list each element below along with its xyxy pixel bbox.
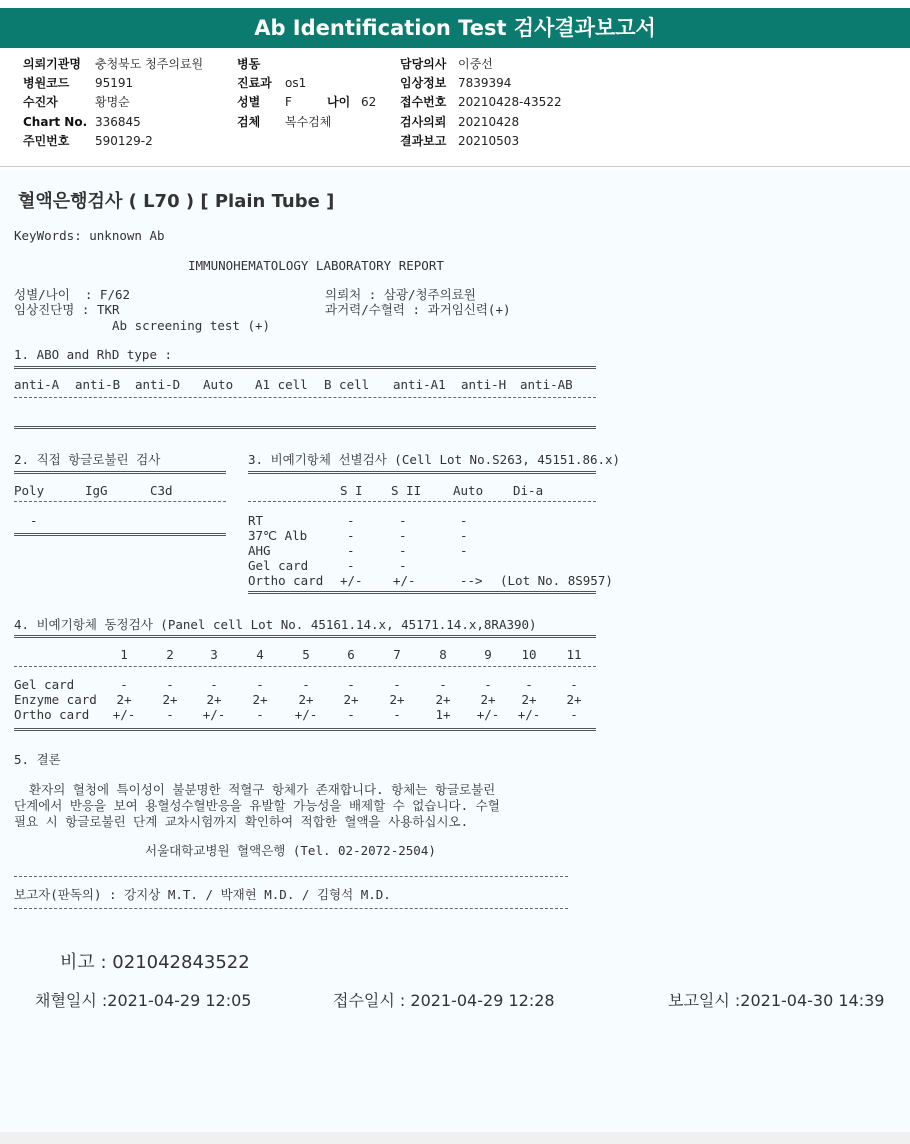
panel-column-header: 9 [484, 647, 492, 662]
info-field [23, 57, 203, 71]
screening-cell: - [347, 528, 355, 543]
screening-column-header: S I [340, 483, 363, 498]
panel-row-label: Gel card [14, 677, 75, 692]
field-value: 7839394 [458, 76, 512, 90]
reporters: 보고자(판독의) : 강지상 M.T. / 박재현 M.D. / 김형석 M.D. [14, 887, 391, 902]
field-label: 병원코드 [23, 76, 70, 90]
info-field [400, 57, 493, 71]
field-value: 20210503 [458, 134, 520, 148]
received-datetime: 접수일시 : 2021-04-29 12:28 [333, 991, 555, 1010]
panel-cell: - [210, 677, 218, 692]
panel-column-header: 1 [120, 647, 128, 662]
panel-column-header: 4 [256, 647, 264, 662]
field-label: 나이 [327, 95, 351, 109]
panel-cell: +/- [202, 707, 226, 722]
field-label: 의뢰기관명 [23, 57, 81, 71]
screening-cell: +/- [340, 573, 363, 588]
field-label: 검사의뢰 [400, 115, 447, 129]
panel-cell: - [166, 707, 174, 722]
screening-cell: - [347, 513, 355, 528]
panel-cell: 2+ [566, 692, 582, 707]
panel-column-header: 10 [521, 647, 537, 662]
panel-cell: 2+ [298, 692, 314, 707]
divider [14, 635, 596, 638]
abo-column-header: B cell [324, 377, 370, 392]
screening-row-label: 37℃ Alb [248, 528, 308, 543]
panel-cell: 2+ [521, 692, 537, 707]
info-field [23, 95, 130, 109]
dat-column-header: Poly [14, 483, 45, 498]
info-field [400, 115, 519, 129]
panel-cell: - [347, 677, 355, 692]
panel-cell: - [570, 677, 578, 692]
field-value: 336845 [95, 115, 141, 129]
abo-rhd-title: 1. ABO and RhD type : [14, 347, 173, 362]
ab-screening: Ab screening test (+) [112, 318, 271, 333]
divider [14, 666, 596, 667]
screening-cell: - [347, 543, 355, 558]
section-title: 혈액은행검사 ( L70 ) [ Plain Tube ] [18, 191, 335, 212]
divider [14, 366, 596, 369]
abo-column-header: anti-B [75, 377, 121, 392]
panel-column-header: 7 [393, 647, 401, 662]
field-label: 주민번호 [23, 134, 70, 148]
info-field [237, 115, 331, 129]
screening-cell: - [460, 528, 468, 543]
panel-column-header: 6 [347, 647, 355, 662]
field-label: 담당의사 [400, 57, 447, 71]
panel-cell: 2+ [252, 692, 268, 707]
screening-row-label: Ortho card [248, 573, 324, 588]
panel-cell: 2+ [162, 692, 178, 707]
field-label: 수진자 [23, 95, 58, 109]
panel-row-label: Enzyme card [14, 692, 97, 707]
field-value: F [285, 95, 292, 109]
abo-column-header: anti-A1 [393, 377, 446, 392]
divider [248, 471, 596, 474]
field-label: 진료과 [237, 76, 272, 90]
info-field [400, 76, 511, 90]
dat-title: 2. 직접 항글로불린 검사 [14, 452, 161, 467]
screening-row-label: AHG [248, 543, 271, 558]
screening-title: 3. 비예기항체 선별검사 (Cell Lot No.S263, 45151.86.x) [248, 452, 621, 467]
screening-cell: - [460, 513, 468, 528]
conclusion-line: 환자의 혈청에 특이성이 불분명한 적혈구 항체가 존재합니다. 항체는 항글로불린 [14, 782, 496, 797]
panel-cell: 1+ [435, 707, 451, 722]
screening-cell: - [399, 528, 407, 543]
info-field [23, 76, 133, 90]
panel-cell: - [484, 677, 492, 692]
field-value: 복수검체 [285, 115, 332, 129]
abo-column-header: Auto [203, 377, 234, 392]
sex-age: 성별/나이 : F/62 [14, 287, 131, 302]
panel-cell: - [256, 707, 264, 722]
field-label: 검체 [237, 115, 261, 129]
dat-column-header: IgG [85, 483, 108, 498]
screening-column-header: Auto [453, 483, 484, 498]
divider [14, 908, 568, 909]
screening-cell: - [399, 558, 407, 573]
panel-column-header: 3 [210, 647, 218, 662]
info-field [400, 134, 519, 148]
screening-row-label: RT [248, 513, 264, 528]
info-field [23, 115, 141, 129]
screening-cell: +/- [393, 573, 416, 588]
report-title: Ab Identification Test 검사결과보고서 [0, 8, 910, 48]
field-label: 성별 [237, 95, 261, 109]
keywords: KeyWords: unknown Ab [14, 228, 165, 243]
divider [14, 533, 226, 536]
panel-column-header: 5 [302, 647, 310, 662]
panel-cell: 2+ [389, 692, 405, 707]
divider [14, 501, 226, 502]
panel-cell: - [256, 677, 264, 692]
panel-cell: - [166, 677, 174, 692]
field-label: Chart No. [23, 115, 88, 129]
field-label: 접수번호 [400, 95, 447, 109]
panel-cell: +/- [476, 707, 500, 722]
dat-column-header: C3d [150, 483, 173, 498]
panel-column-header: 2 [166, 647, 174, 662]
field-value: 20210428-43522 [458, 95, 562, 109]
panel-cell: 2+ [116, 692, 132, 707]
panel-cell: 2+ [206, 692, 222, 707]
collected-datetime: 채혈일시 :2021-04-29 12:05 [35, 991, 252, 1010]
field-value: 충청북도 청주의료원 [95, 57, 204, 71]
panel-row-label: Ortho card [14, 707, 90, 722]
abo-column-header: anti-AB [520, 377, 573, 392]
panel-cell: 2+ [343, 692, 359, 707]
panel-cell: +/- [517, 707, 541, 722]
screening-row-label: Gel card [248, 558, 309, 573]
screening-cell: - [460, 543, 468, 558]
panel-cell: - [302, 677, 310, 692]
screening-column-header: Di-a [513, 483, 544, 498]
field-label: 병동 [237, 57, 261, 71]
abo-column-header: anti-D [135, 377, 181, 392]
screening-cell: --> [460, 573, 483, 588]
field-value: 62 [361, 95, 377, 109]
divider [14, 471, 226, 474]
hospital-contact: 서울대학교병원 혈액은행 (Tel. 02-2072-2504) [145, 843, 436, 858]
panel-cell: +/- [112, 707, 136, 722]
divider [14, 876, 568, 877]
field-value: 황명순 [95, 95, 130, 109]
panel-cell: 2+ [480, 692, 496, 707]
conclusion-title: 5. 결론 [14, 752, 61, 767]
divider [14, 426, 596, 429]
reported-datetime: 보고일시 :2021-04-30 14:39 [668, 991, 885, 1010]
panel-cell: +/- [294, 707, 318, 722]
info-field-age [327, 95, 376, 109]
divider [248, 591, 596, 594]
screening-cell: - [399, 513, 407, 528]
field-label: 결과보고 [400, 134, 447, 148]
info-field [237, 76, 306, 90]
note: 비고 : 021042843522 [60, 952, 250, 973]
panel-cell: - [120, 677, 128, 692]
conclusion-line: 단계에서 반응을 보여 용혈성수혈반응을 유발할 가능성을 배제할 수 없습니다. 수혈 [14, 798, 500, 813]
panel-cell: - [525, 677, 533, 692]
panel-cell: - [347, 707, 355, 722]
abo-column-header: anti-A [14, 377, 60, 392]
info-field [237, 57, 285, 71]
conclusion-line: 필요 시 항글로불린 단계 교차시험까지 확인하여 적합한 혈액을 사용하십시오. [14, 814, 469, 829]
divider [248, 501, 596, 502]
panel-cell: - [393, 707, 401, 722]
panel-column-header: 11 [566, 647, 582, 662]
info-field [23, 134, 153, 148]
field-value: 95191 [95, 76, 134, 90]
panel-title: 4. 비예기항체 동정검사 (Panel cell Lot No. 45161.14.x, 45171.14.x,8RA390) [14, 617, 537, 632]
divider [14, 397, 596, 398]
info-field [237, 95, 292, 109]
panel-cell: - [393, 677, 401, 692]
info-field [400, 95, 562, 109]
abo-column-header: anti-H [461, 377, 507, 392]
field-label: 임상정보 [400, 76, 447, 90]
dat-value: - [30, 513, 38, 528]
field-value: 이중선 [458, 57, 493, 71]
transfusion-history: 과거력/수혈력 : 과거임신력(+) [325, 302, 511, 317]
panel-cell: - [570, 707, 578, 722]
field-value: 20210428 [458, 115, 520, 129]
panel-cell: - [439, 677, 447, 692]
abo-column-header: A1 cell [255, 377, 308, 392]
screening-cell: - [347, 558, 355, 573]
clinical-diagnosis: 임상진단명 : TKR [14, 302, 120, 317]
referrer: 의뢰처 : 삼광/청주의료원 [325, 287, 476, 302]
panel-cell: 2+ [435, 692, 451, 707]
panel-column-header: 8 [439, 647, 447, 662]
divider [14, 728, 596, 731]
screening-cell: - [399, 543, 407, 558]
screening-cell: (Lot No. 8S957) [500, 573, 613, 588]
field-value: os1 [285, 76, 307, 90]
screening-column-header: S II [391, 483, 422, 498]
field-value: 590129-2 [95, 134, 153, 148]
lab-report-title: IMMUNOHEMATOLOGY LABORATORY REPORT [188, 258, 444, 273]
